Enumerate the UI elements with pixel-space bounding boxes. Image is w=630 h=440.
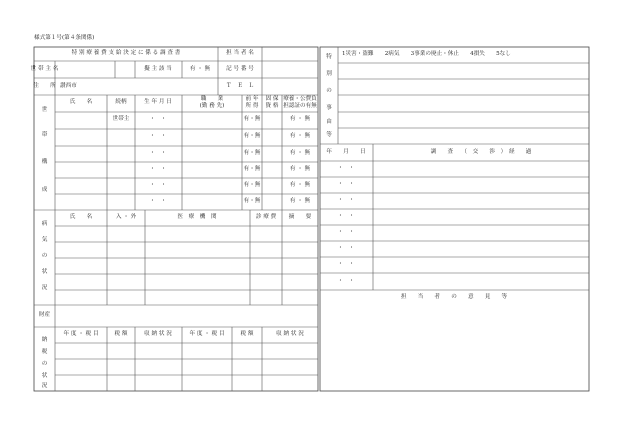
hh-row6-income[interactable]: 有・無 [243,198,261,204]
hh-row5-income[interactable]: 有・無 [243,182,261,188]
hh-row5-date: ・ ・ [149,182,167,188]
form-number: 様式第１号(第４条関係) [34,35,95,41]
hh-row4-income[interactable]: 有・無 [243,166,261,172]
address-label: 住 所 [33,83,56,89]
symbol-number-label: 記 号 番 号 [226,66,254,72]
tax-col-status2: 収 納 状 況 [276,331,304,337]
hh-row3-income[interactable]: 有・無 [243,150,261,156]
illness-section-label-3: の [41,253,48,259]
hh-col-workplace: (勤 務 先) [199,103,225,109]
hh-col-insurance: 固 保 [265,96,279,102]
log-row6-date: ・ ・ [337,245,355,251]
hh-row4-cert[interactable]: 有 ・ 無 [289,166,311,172]
log-col-progress: 調 査 （ 交 渉 ） 経 過 [430,149,532,155]
special-label-1: 特 [326,54,332,60]
tax-section-label-2: 税 [41,349,48,355]
illness-section-label-1: 病 [41,221,48,227]
hh-row3-cert[interactable]: 有 ・ 無 [289,150,311,156]
hh-col-qualification: 資 格 [265,103,279,109]
household-section-label-1: 世 [41,107,48,113]
hh-row3-date: ・ ・ [149,150,167,156]
log-row1-date: ・ ・ [337,165,355,171]
form-title: 特 別 療 養 費 支 給 決 定 に 係 る 調 査 書 [71,50,181,56]
hh-col-relation: 続柄 [115,99,127,105]
investigator-label: 担 当 者 名 [226,50,254,56]
ill-col-remarks: 摘 要 [288,214,312,220]
hh-row2-income[interactable]: 有・無 [243,133,261,139]
log-col-date: 年 月 日 [326,149,366,155]
hh-row2-date: ・ ・ [149,133,167,139]
opinion-label: 担 当 者 の 意 見 等 [400,294,508,300]
hh-col-name: 氏 名 [69,99,93,105]
illness-section-label-4: 状 [41,269,48,275]
tax-col-amount1: 税 額 [114,331,128,337]
hh-col-occupation: 職 業 [200,96,224,102]
special-label-5: 由 [326,119,332,125]
illness-section-label-5: 況 [41,285,48,291]
tax-section-label-1: 納 [41,337,48,343]
special-label-2: 別 [326,71,332,77]
ill-col-inout: 入 ・ 外 [115,214,137,220]
hh-row1-income[interactable]: 有・無 [243,116,261,122]
tel-label: Ｔ Ｅ Ｌ [226,83,254,89]
hh-col-prev-year: 前 年 [245,96,259,102]
assets-label: 財産 [38,312,51,318]
householder-label: 世 帯 主 名 [30,66,59,72]
hh-row6-cert[interactable]: 有 ・ 無 [289,198,311,204]
hh-col-birthdate: 生 年 月 日 [144,99,172,105]
ill-col-fee: 診 療 費 [255,214,277,220]
hh-row1-cert[interactable]: 有 ・ 無 [289,116,311,122]
special-options[interactable]: 1災害・盗難 2病気 3事業の廃止・休止 4損失 5なし [342,51,511,57]
tax-section-label-3: の [41,361,48,367]
special-label-4: 事 [326,105,332,111]
log-row5-date: ・ ・ [337,229,355,235]
hh-row5-cert[interactable]: 有 ・ 無 [289,182,311,188]
log-row3-date: ・ ・ [337,197,355,203]
hh-col-certification: 担認証の有無 [283,103,317,109]
special-label-3: の [326,88,332,94]
tax-section-label-4: 状 [41,373,48,379]
head-applicable-label: 擬 主 該 当 [144,66,172,72]
hh-row6-date: ・ ・ [149,198,167,204]
hh-row1-date: ・ ・ [149,116,167,122]
tax-section-label-5: 況 [41,383,48,389]
log-row8-date: ・ ・ [337,278,355,284]
address-value: 讃西市 [60,83,77,89]
hh-col-medical-public: 療養・公費負 [283,96,317,102]
log-row7-date: ・ ・ [337,261,355,267]
tax-col-year1: 年 度 ・ 税 目 [63,331,99,337]
log-row4-date: ・ ・ [337,213,355,219]
special-label-6: 等 [326,132,332,138]
hh-row2-cert[interactable]: 有 ・ 無 [289,133,311,139]
ill-col-name: 氏 名 [69,214,93,220]
hh-row1-relation: 世帯主 [112,116,130,122]
hh-col-income: 所 得 [245,103,259,109]
household-section-label-3: 構 [41,159,48,165]
illness-section-label-2: 気 [41,237,48,243]
tax-col-amount2: 税 額 [240,331,254,337]
head-applicable-value[interactable]: 有 ・ 無 [189,66,211,72]
household-section-label-2: 帯 [41,132,48,138]
ill-col-institution: 医 療 機 関 [177,214,217,220]
tax-col-year2: 年 度 ・ 税 目 [189,331,225,337]
household-section-label-4: 成 [41,187,48,193]
hh-row4-date: ・ ・ [149,166,167,172]
log-row2-date: ・ ・ [337,181,355,187]
tax-col-status1: 収 納 状 況 [144,331,172,337]
